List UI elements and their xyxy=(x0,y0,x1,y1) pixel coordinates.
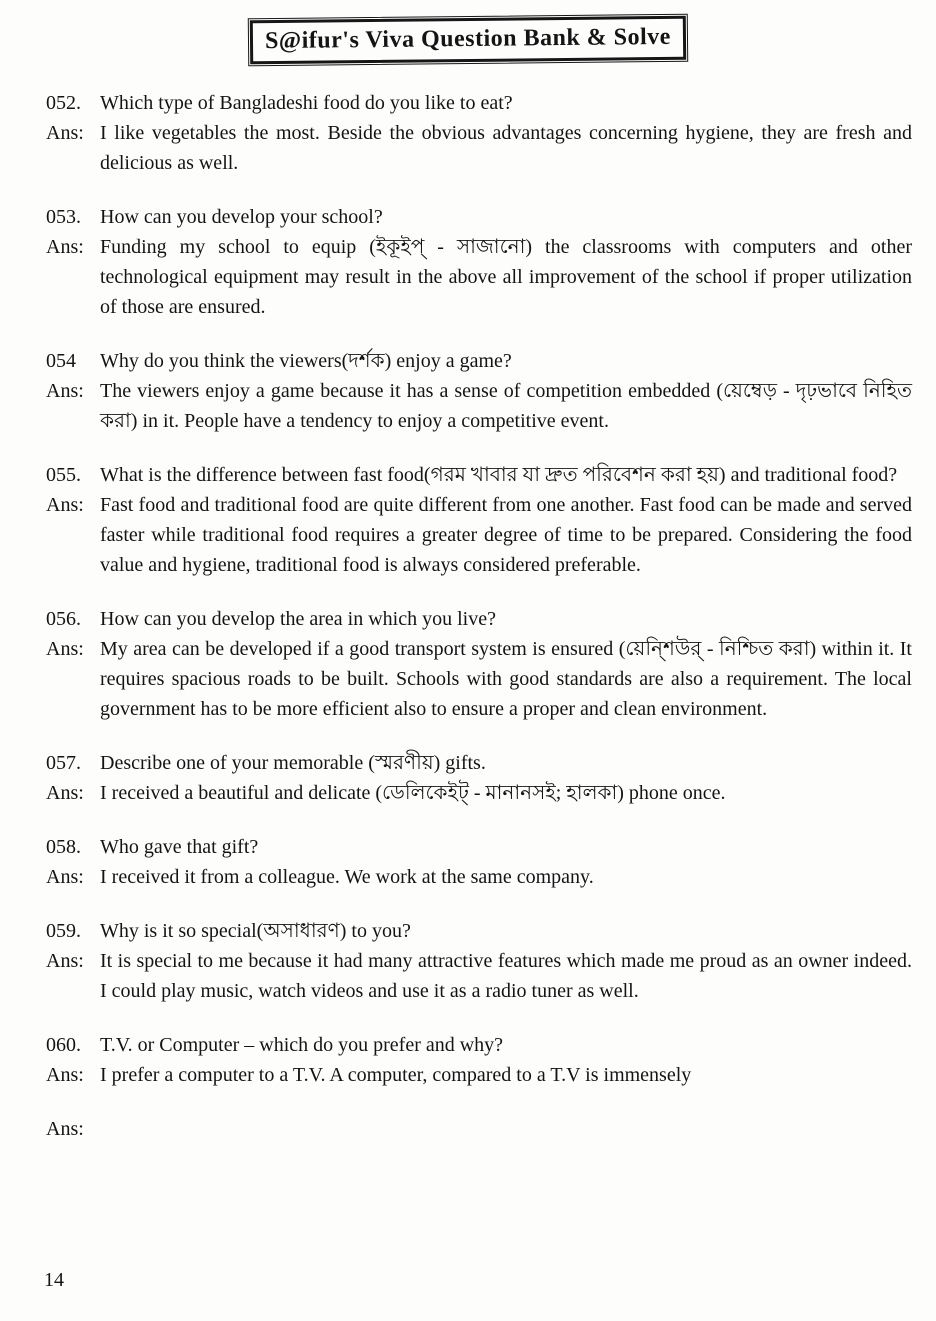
question-text: What is the difference between fast food(গরম খাবার যা দ্রুত পরিবেশন করা হয়) and traditional food? xyxy=(100,464,898,486)
qa-list xyxy=(46,88,912,1144)
answer-label: Ans: xyxy=(46,866,84,888)
question-number: 059. xyxy=(46,920,81,942)
question-row xyxy=(46,346,912,376)
answer-label: Ans: xyxy=(46,782,84,804)
question-number: 055. xyxy=(46,464,81,486)
qa-entry xyxy=(46,88,912,178)
qa-entry xyxy=(46,460,912,580)
question-number: 053. xyxy=(46,206,81,228)
answer-row xyxy=(46,232,912,322)
question-text: Why is it so special(অসাধারণ) to you? xyxy=(100,920,411,942)
qa-entry xyxy=(46,346,912,436)
answer-label: Ans: xyxy=(46,236,84,258)
qa-entry xyxy=(46,202,912,322)
question-text: T.V. or Computer – which do you prefer and why? xyxy=(100,1034,504,1056)
question-row xyxy=(46,202,912,232)
answer-row xyxy=(46,634,912,724)
answer-text: I prefer a computer to a T.V. A computer, compared to a T.V is immensely xyxy=(100,1064,692,1086)
question-text: How can you develop the area in which you live? xyxy=(100,608,496,630)
answer-text: It is special to me because it had many attractive features which made me proud as an owner indeed. I could play music, watch videos and use it as a radio tuner as well. xyxy=(100,950,912,1002)
question-text: Who gave that gift? xyxy=(100,836,259,858)
answer-text: My area can be developed if a good transport system is ensured (য়েন্শিউর্ - নিশ্চিত করা) within it. It requires spacious roads to be built. Schools with good standards are also a requirement. The local government has to be more efficient also to ensure a proper and clean environment. xyxy=(100,638,912,720)
question-text: Describe one of your memorable (স্মরণীয়) gifts. xyxy=(100,752,486,774)
qa-entry xyxy=(46,916,912,1006)
question-row xyxy=(46,748,912,778)
qa-entry xyxy=(46,748,912,808)
answer-row xyxy=(46,778,912,808)
answer-row xyxy=(46,118,912,178)
answer-label: Ans: xyxy=(46,950,84,972)
answer-row xyxy=(46,376,912,436)
qa-entry xyxy=(46,1030,912,1090)
answer-text: I like vegetables the most. Beside the obvious advantages concerning hygiene, they are fresh and delicious as well. xyxy=(100,122,912,174)
question-row xyxy=(46,916,912,946)
question-number: 052. xyxy=(46,92,81,114)
qa-entry xyxy=(46,604,912,724)
answer-row xyxy=(46,946,912,1006)
answer-label: Ans: xyxy=(46,1064,84,1086)
answer-label: Ans: xyxy=(46,380,84,402)
answer-text: Funding my school to equip (ইকূইপ্ - সাজানো) the classrooms with computers and other technological equipment may result in the above all improvement of the school if proper utilization of those are ensured. xyxy=(100,236,912,318)
answer-row xyxy=(46,1114,912,1144)
answer-label: Ans: xyxy=(46,494,84,516)
question-row xyxy=(46,88,912,118)
question-text: Why do you think the viewers(দর্শক) enjoy a game? xyxy=(100,350,512,372)
answer-label: Ans: xyxy=(46,638,84,660)
answer-label: Ans: xyxy=(46,1118,84,1140)
answer-text: I received it from a colleague. We work at the same company. xyxy=(100,866,594,888)
question-text: How can you develop your school? xyxy=(100,206,383,228)
page-number: 14 xyxy=(44,1269,64,1291)
question-number: 057. xyxy=(46,752,81,774)
answer-label: Ans: xyxy=(46,122,84,144)
question-number: 056. xyxy=(46,608,81,630)
question-number: 054 xyxy=(46,350,76,372)
answer-text: The viewers enjoy a game because it has a sense of competition embedded (য়েম্বেড় - দৃঢ়ভাবে নিহিত করা) in it. People have a tendency to enjoy a competitive event. xyxy=(100,380,912,432)
page-title: S@ifur's Viva Question Bank & Solve xyxy=(250,16,686,65)
answer-text: Fast food and traditional food are quite different from one another. Fast food can be made and served faster while traditional food requires a greater degree of time to be prepared. Considering the food value and hygiene, traditional food is always considered preferable. xyxy=(100,494,912,576)
question-text: Which type of Bangladeshi food do you like to eat? xyxy=(100,92,513,114)
answer-row xyxy=(46,862,912,892)
answer-row xyxy=(46,490,912,580)
page-header xyxy=(0,0,936,62)
qa-entry xyxy=(46,1114,912,1144)
question-row xyxy=(46,604,912,634)
question-number: 058. xyxy=(46,836,81,858)
question-row xyxy=(46,1030,912,1060)
question-number: 060. xyxy=(46,1034,81,1056)
answer-row xyxy=(46,1060,912,1090)
qa-entry xyxy=(46,832,912,892)
answer-text: I received a beautiful and delicate (ডেলিকেইট্ - মানানসই; হালকা) phone once. xyxy=(100,782,726,804)
question-row xyxy=(46,460,912,490)
question-row xyxy=(46,832,912,862)
